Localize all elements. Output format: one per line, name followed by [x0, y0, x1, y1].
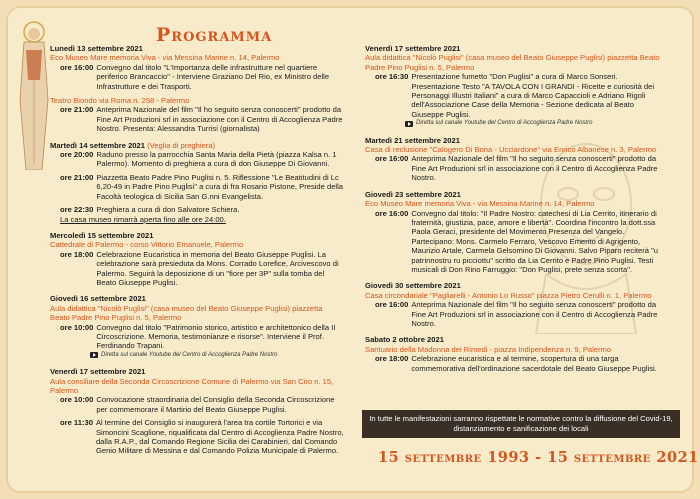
event-item	[50, 173, 344, 201]
youtube-note[interactable]	[365, 119, 665, 128]
event-time: ore 16:30	[375, 72, 409, 82]
event-time: ore 21:00	[60, 105, 94, 115]
event-desc: Celebrazione Eucaristica in memoria del Beato Giuseppe Puglisi. La celebrazione sarà presieduta da Mons. Corrado Lorefice, Arcivescovo di Palermo. Seguirà la deposizione di un "fiore per 3P" sulla tomba del Beato Giuseppe Puglisi.	[96, 249, 339, 287]
event-place: Teatro Biondo via Roma n. 258 - Palermo	[50, 96, 190, 106]
event-desc: Anteprima Nazionale del film "Il ho seguito senza conoscerti" prodotto da Fine Art Produzioni srl in associazione con il Centro di Accoglienza Padre Nostro.	[411, 154, 658, 183]
event-time: ore 18:00	[60, 249, 94, 259]
event-item	[50, 395, 344, 414]
event-desc: Anteprima Nazionale del film "Il ho seguito senza conoscerti" prodotto da Fine Art Produzioni srl in associazione con il Centro di Accoglienza Padre Nostro. Presenta: Alessandra Turrisi (giornalista)	[96, 105, 343, 134]
event-date: Giovedì 23 settembre 2021	[365, 189, 461, 199]
event-block	[365, 335, 665, 373]
event-desc: Anteprima Nazionale del film "Il ho seguito senza conoscerti" prodotto da Fine Art Produzioni srl in associazione con il Centro di Accoglienza Padre Nostro.	[411, 300, 658, 328]
right-column	[365, 44, 665, 380]
event-desc: Presentazione fumetto "Don Puglisi" a cura di Marco Sonseri. Presentazione Testo "A TAVOLA CON I GRANDI - Ricette e curiosità dei Personaggi Illustri Italiani" a cura di Marco Capaccioli e Adriano Rigoli dell'Associazione Case della Memoria - Sezione dedicata al Beato Giuseppe Puglisi.	[411, 72, 655, 119]
youtube-play-icon	[90, 352, 98, 358]
event-date: Lunedì 13 settembre 2021	[50, 44, 143, 53]
event-desc: Al termine del Consiglio si inaugurerà l'area tra cortile Tortorici e via Simoncini Scaglione, riqualificata dal Centro di Accoglienza Padre Nostro, dalla R.A.P., dal Comando Regione Sicilia dei Carabinieri, dal Comando Genio Militare di Messina e dal Comando Polizia Municipale di Palermo.	[95, 418, 344, 456]
page-title: Programma	[156, 24, 273, 46]
event-block	[50, 367, 344, 456]
event-desc: Celebrazione eucaristica e al termine, scopertura di una targa commemorativa dell'ordinazione sacerdotale del Beato Giuseppe Puglisi.	[411, 354, 657, 373]
event-desc: Convegno dal titolo "Patrimonio storico, artistico e architettonico della II Circoscrizione. Memoria, testimonianze e risorse". Interviene il Prof. Ferdinando Trapani.	[96, 322, 336, 351]
event-time: ore 16:00	[375, 300, 409, 310]
event-desc: Convocazione straordinaria del Consiglio della Seconda Circoscrizione per commemorare il Martirio del Beato Giuseppe Puglisi.	[96, 395, 335, 414]
event-desc: Raduno presso la parrocchia Santa Maria della Pietà (piazza Kalsa n. 1 Palermo). Momento di preghiera a cura di don Giuseppe Di Giovanni.	[96, 150, 337, 169]
event-block	[365, 190, 665, 275]
event-desc: Convegno dal titolo: "Il Padre Nostro: catechesi di Lia Cerrito, itinerario di fraternità, giustizia, pace, amore e libertà". Coordina l'incontro la dott.ssa Paola Geraci, presidente del Movimento Presenza del Vangelo. Partecipano: Mons. Carmelo Ferraro, Vescovo Emerito di Agrigento, Maurizio Artale, Carmela Gelsomino Di Giovanni. Salvo Piparo reciterà "u patrinnostru ru picciottu" scritto da Lia Cerrito e Padre Pino Puglisi. Testi musicali di Don Rino Farruggio: "Don Puglisi, prete senza scorta".	[411, 208, 659, 274]
youtube-note-text: Diretta sul canale Youtube del Centro di Accoglienza Padre Nostro	[416, 120, 593, 127]
event-date: Venerdì 17 settembre 2021	[50, 367, 146, 377]
event-block	[365, 281, 665, 328]
event-time: ore 16:00	[375, 208, 409, 218]
event-place: Casa circondariale "Pagliarelli - Antonio Lo Russo" piazza Pietro Cerulli n. 1, Palermo	[365, 290, 652, 300]
event-time: ore 10:00	[60, 322, 94, 332]
event-item	[50, 250, 344, 288]
event-desc: Preghiera a cura di don Salvatore Schiera.	[96, 205, 240, 215]
event-date: Mercoledì 15 settembre 2021	[50, 230, 154, 240]
youtube-note-text: Diretta sul canale Youtube del Centro di Accoglienza Padre Nostro	[101, 351, 278, 358]
event-item	[50, 323, 344, 351]
event-note: La casa museo rimarrà aperta fino alle ore 24:00.	[60, 214, 226, 224]
event-item	[50, 105, 344, 133]
event-item	[50, 150, 344, 169]
event-time: ore 11:30	[60, 418, 93, 428]
anniversary-banner: 15 settembre 1993 - 15 settembre 2021	[378, 449, 699, 466]
event-place: Eco Museo Mare memoria Viva - via Messina Marine n. 14, Palermo	[50, 53, 280, 63]
event-time: ore 16:00	[375, 154, 409, 164]
event-item	[365, 154, 665, 182]
event-date: Giovedì 30 settembre 2021	[365, 281, 461, 291]
event-time: ore 20:00	[60, 150, 94, 160]
event-block	[365, 44, 665, 129]
event-block	[50, 141, 344, 224]
event-date-note: (Veglia di preghiera)	[147, 140, 216, 150]
event-date: Martedì 21 settembre 2021	[365, 135, 460, 145]
event-place: Aula consiliare della Seconda Circoscrizione Comune di Palermo via San Ciro n. 15, Palermo	[50, 376, 334, 395]
event-time: ore 18:00	[375, 354, 409, 364]
event-date: Giovedì 16 settembre 2021	[50, 294, 146, 304]
event-date: Martedì 14 settembre 2021	[50, 140, 145, 150]
event-place: Cattedrale di Palermo - corso Vittorio Emanuele, Palermo	[50, 240, 244, 250]
event-item	[50, 418, 344, 456]
event-item	[365, 300, 665, 328]
event-item	[365, 354, 665, 373]
event-block	[50, 44, 344, 134]
event-item	[50, 63, 344, 91]
event-desc: Piazzetta Beato Padre Pino Puglisi n. 5. Riflessione "Le Beatitudini di Lc 6,20-49 in Padre Pino Puglisi" a cura di fra Rosario Pistone, Preside della Facoltà teologica di Sicilia San G.nni Evangelista.	[96, 172, 344, 201]
left-column	[50, 44, 344, 463]
youtube-note[interactable]	[50, 351, 344, 360]
event-time: ore 10:00	[60, 395, 94, 405]
event-desc: Convegno dal titolo "L'Importanza delle infrastrutture nel quartiere periferico Brancaccio" - Interviene Graziano Del Rio, ex Ministro delle Infrastrutture e dei Trasporti.	[96, 62, 330, 91]
event-place: Eco Museo Mare memoria Viva - via Messina Marine n. 14, Palermo	[365, 199, 595, 209]
event-item	[50, 205, 344, 214]
event-time: ore 22:30	[60, 205, 94, 215]
event-place: Aula didattica "Nicolò Puglisi" (casa museo del Beato Giuseppe Puglisi) piazzetta Beato Padre Pino Puglisi n. 5, Palermo	[365, 53, 660, 72]
event-date: Venerdì 17 settembre 2021	[365, 44, 461, 53]
youtube-play-icon	[405, 121, 413, 127]
event-item	[365, 72, 665, 119]
event-date: Sabato 2 ottobre 2021	[365, 335, 444, 345]
event-time: ore 21:00	[60, 172, 94, 182]
event-block	[50, 294, 344, 360]
event-place: Casa di reclusione "Calogero Di Bona - Ucciardone" via Enrico Albanese n. 3, Palermo	[365, 145, 657, 155]
event-time: ore 16:00	[60, 62, 94, 72]
event-place: Aula didattica "Nicolò Puglisi" (casa museo del Beato Giuseppe Puglisi) piazzetta Beato Padre Pino Puglisi n. 5, Palermo	[50, 303, 323, 323]
covid-notice: In tutte le manifestazioni sarranno rispettate le normative contro la diffusione del Covid-19, distanziamento e sanificazione dei locali	[362, 410, 680, 438]
event-item	[365, 209, 665, 275]
event-block	[50, 231, 344, 287]
event-block	[365, 136, 665, 183]
event-place: Santuario della Madonna dei Rimedi - piazza Indipendenza n. 9, Palermo	[365, 344, 612, 354]
